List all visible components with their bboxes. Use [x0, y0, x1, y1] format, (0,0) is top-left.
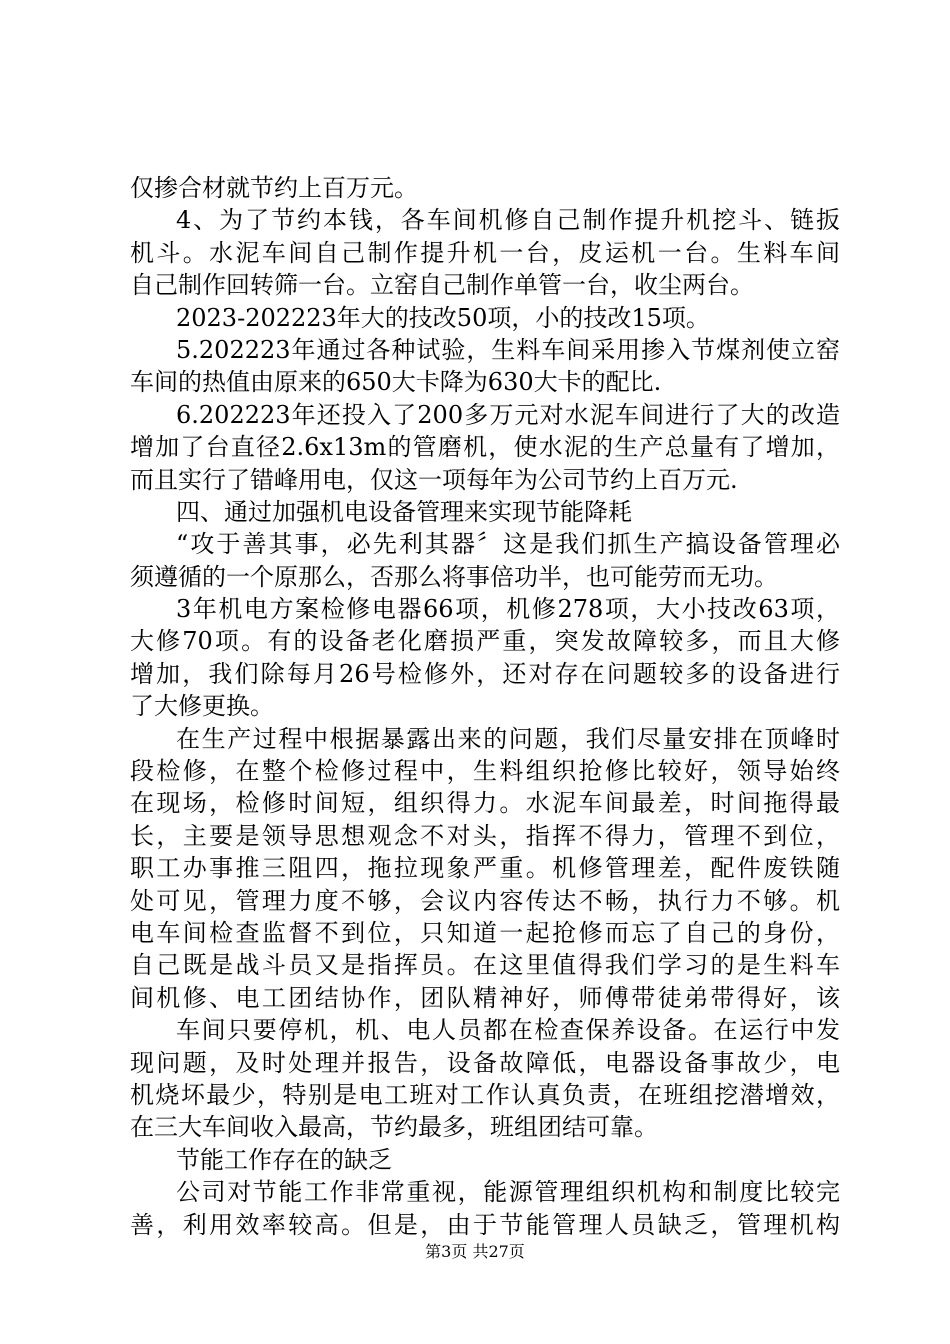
text-line: 自己制作回转筛一台。立窑自己制作单管一台，收尘两台。 [130, 271, 754, 300]
text-line: 3年机电方案检修电器66项，机修278项，大小技改63项， [176, 595, 840, 624]
document-body [130, 172, 840, 1241]
text-line: 现问题，及时处理并报告，设备故障低，电器设备事故少，电 [130, 1048, 840, 1077]
text-line: 2023-202223年大的技改50项，小的技改15项。 [176, 303, 710, 332]
page-footer [0, 1242, 950, 1262]
text-line: 而且实行了错峰用电，仅这一项每年为公司节约上百万元. [130, 465, 738, 494]
section-heading: 四、通过加强机电设备管理来实现节能降耗 [176, 497, 632, 526]
section-heading: 节能工作存在的缺乏 [176, 1145, 392, 1174]
text-line: 间机修、电工团结协作，团队精神好，师傅带徒弟带得好，该 [130, 983, 840, 1012]
text-line: “攻于善其事，必先利其器〞这是我们抓生产搞设备管理必 [176, 530, 840, 559]
text-line: 车间只要停机，机、电人员都在检查保养设备。在运行中发 [176, 1016, 840, 1045]
text-line: 善，利用效率较高。但是，由于节能管理人员缺乏，管理机构 [130, 1210, 840, 1239]
text-line: 公司对节能工作非常重视，能源管理组织机构和制度比较完 [176, 1178, 840, 1207]
text-line: 6.202223年还投入了200多万元对水泥车间进行了大的改造 [176, 400, 840, 429]
text-line: 须遵循的一个原那么，否那么将事倍功半，也可能劳而无功。 [130, 562, 778, 591]
text-line: 4、为了节约本钱，各车间机修自己制作提升机挖斗、链扳 [176, 206, 840, 235]
text-line: 处可见，管理力度不够，会议内容传达不畅，执行力不够。机 [130, 886, 840, 915]
text-line: 在生产过程中根据暴露出来的问题，我们尽量安排在顶峰时 [176, 724, 840, 753]
text-line: 机斗。水泥车间自己制作提升机一台，皮运机一台。生料车间 [130, 238, 840, 267]
text-line: 车间的热值由原来的650大卡降为630大卡的配比. [130, 368, 662, 397]
text-line: 5.202223年通过各种试验，生料车间采用掺入节煤剂使立窑 [176, 335, 840, 364]
text-line: 在现场，检修时间短，组织得力。水泥车间最差，时间拖得最 [130, 789, 840, 818]
text-line: 在三大车间收入最高，节约最多，班组团结可靠。 [130, 1113, 658, 1142]
text-line: 段检修，在整个检修过程中，生料组织抢修比较好，领导始终 [130, 757, 840, 786]
text-line: 大修70项。有的设备老化磨损严重，突发故障较多，而且大修 [130, 627, 840, 656]
text-line: 电车间检查监督不到位，只知道一起抢修而忘了自己的身份， [130, 918, 840, 947]
text-line: 仅掺合材就节约上百万元。 [130, 174, 418, 202]
page-number: 第3页 共27页 [425, 1242, 525, 1261]
text-line: 机烧坏最少，特别是电工班对工作认真负责，在班组挖潜增效， [130, 1080, 840, 1109]
text-line: 增加，我们除每月26号检修外，还对存在问题较多的设备进行 [130, 659, 840, 688]
text-line: 职工办事推三阻四，拖拉现象严重。机修管理差，配件废铁随 [130, 854, 840, 883]
text-line: 长，主要是领导思想观念不对头，指挥不得力，管理不到位， [130, 821, 840, 850]
text-line: 自己既是战斗员又是指挥员。在这里值得我们学习的是生料车 [130, 951, 840, 980]
text-line: 了大修更换。 [130, 692, 274, 721]
text-line: 增加了台直径2.6x13m的管磨机，使水泥的生产总量有了增加， [130, 433, 840, 462]
